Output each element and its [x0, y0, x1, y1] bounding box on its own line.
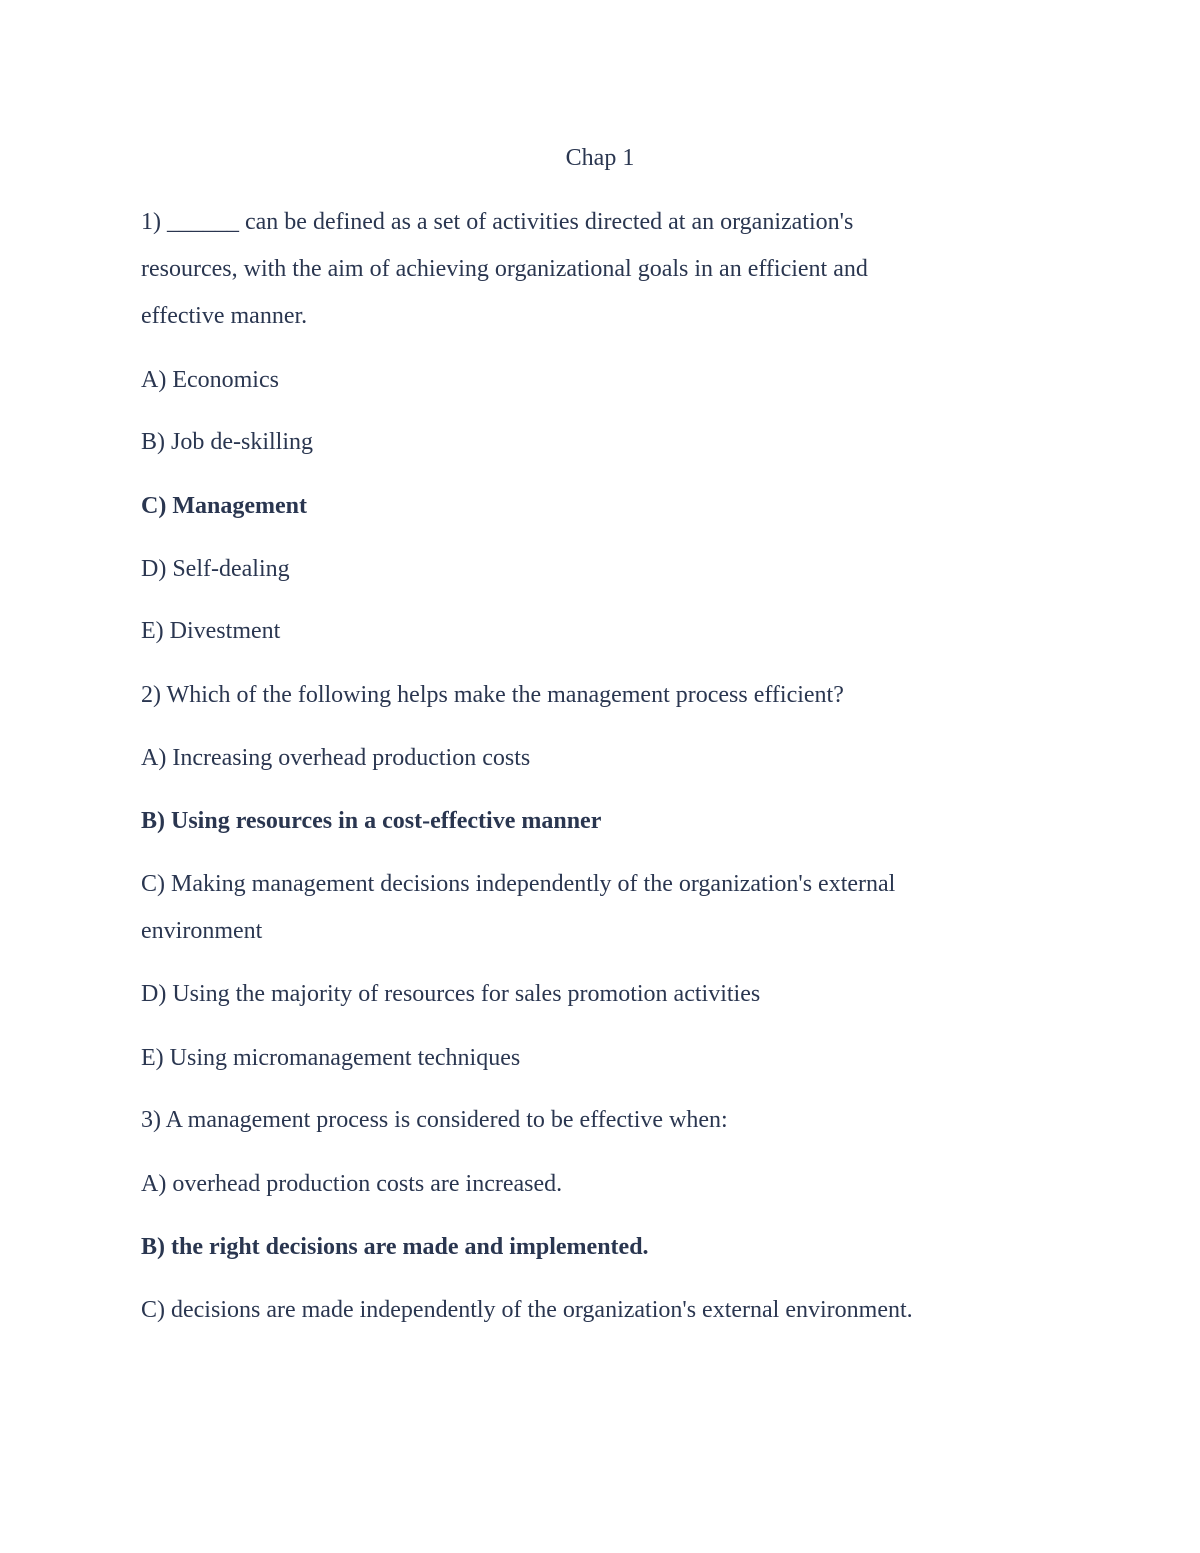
question-2-option-a: A) Increasing overhead production costs: [141, 745, 531, 771]
question-3-option-b-answer: B) the right decisions are made and implemented.: [141, 1234, 649, 1260]
question-3-text: 3) A management process is considered to be effective when:: [141, 1107, 728, 1133]
question-2-option-c-line-2: environment: [141, 918, 263, 944]
question-1-text-line-2: resources, with the aim of achieving organizational goals in an efficient and: [141, 256, 868, 282]
question-2-option-d: D) Using the majority of resources for sales promotion activities: [141, 981, 761, 1007]
question-2-option-c-line-1: C) Making management decisions independently of the organization's external: [141, 871, 896, 897]
question-1-option-c-answer: C) Management: [141, 493, 307, 519]
question-2-text: 2) Which of the following helps make the management process efficient?: [141, 682, 844, 708]
question-2-option-b-answer: B) Using resources in a cost-effective manner: [141, 808, 602, 834]
question-3-option-c: C) decisions are made independently of the organization's external environment.: [141, 1297, 913, 1323]
question-1-option-a: A) Economics: [141, 367, 279, 393]
question-1-option-e: E) Divestment: [141, 618, 281, 644]
question-2-option-e: E) Using micromanagement techniques: [141, 1045, 521, 1071]
question-1-text-line-3: effective manner.: [141, 303, 308, 329]
question-3-option-a: A) overhead production costs are increased.: [141, 1171, 563, 1197]
question-1-option-d: D) Self-dealing: [141, 556, 290, 582]
question-1-option-b: B) Job de-skilling: [141, 429, 313, 455]
question-1-text-line-1: 1) ______ can be defined as a set of activities directed at an organization's: [141, 209, 854, 235]
page-title: Chap 1: [565, 145, 635, 171]
